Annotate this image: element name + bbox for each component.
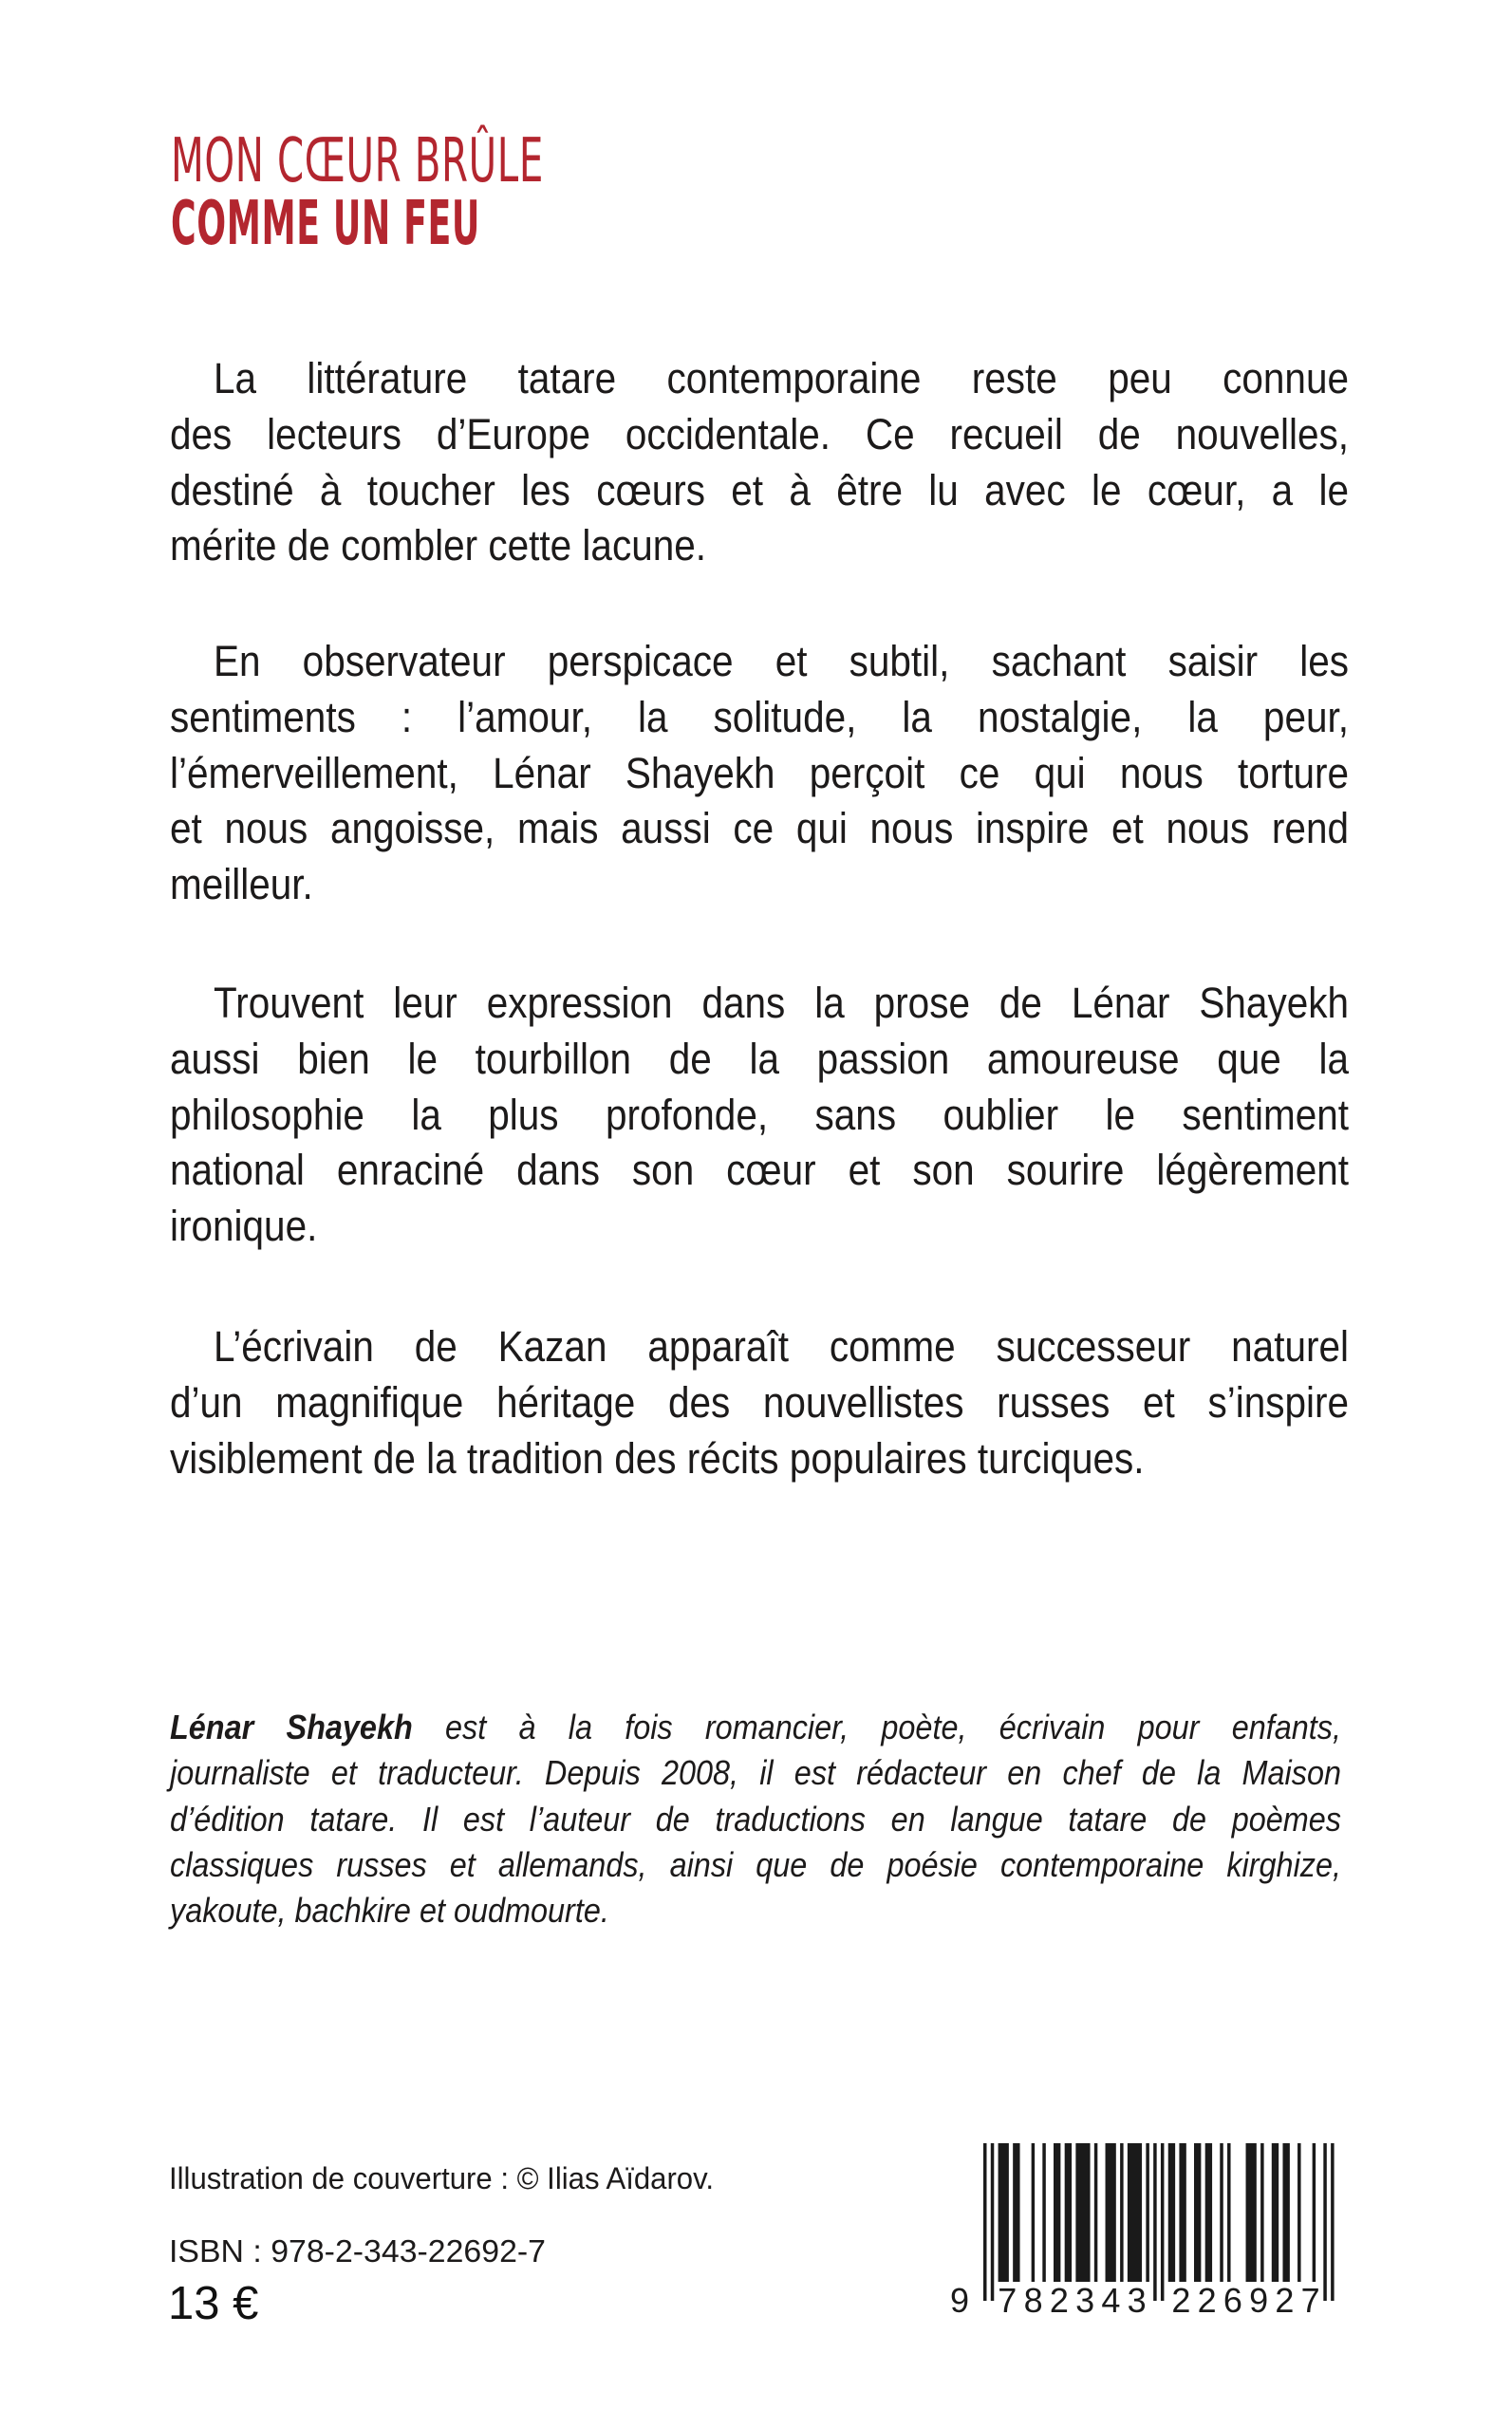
text-line: En observateur perspicace et subtil, sachant saisir les — [214, 637, 1350, 685]
description-paragraph-3 — [170, 976, 1349, 1255]
barcode-digit: 9 — [949, 2281, 970, 2319]
barcode-bar — [999, 2143, 1009, 2282]
text-line: et nous angoisse, mais aussi ce qui nous inspire et nous rend — [170, 804, 1349, 853]
barcode-digit: 2 — [1049, 2281, 1069, 2319]
text-line — [170, 1705, 1341, 1750]
bio-text: est à la fois romancier, poète, écrivain pour enfants, — [412, 1708, 1341, 1746]
barcode-digit: 2 — [1197, 2281, 1217, 2319]
barcode-bar — [1331, 2143, 1334, 2301]
author-name: Lénar Shayekh — [170, 1708, 413, 1746]
barcode-bar — [1042, 2143, 1045, 2282]
text-line: destiné à toucher les cœurs et à être lu avec le cœur, a le — [170, 465, 1349, 514]
text-line: Trouvent leur expression dans la prose de Lénar Shayekh — [214, 979, 1350, 1027]
barcode-digit: 8 — [1023, 2281, 1043, 2319]
barcode-bar — [983, 2143, 986, 2301]
barcode-bar — [1205, 2143, 1212, 2282]
text-line: journaliste et traducteur. Depuis 2008, il est rédacteur en chef de la Maison — [170, 1753, 1341, 1793]
barcode-digit: 3 — [1075, 2281, 1095, 2319]
barcode-bar — [1179, 2143, 1185, 2282]
barcode-bar — [991, 2143, 994, 2301]
description-paragraph-4 — [170, 1319, 1349, 1486]
barcode-bar — [1106, 2143, 1116, 2282]
text-line: La littérature tatare contemporaine reste peu connue — [214, 354, 1350, 402]
barcode-bar — [1065, 2143, 1072, 2282]
barcode-digit: 2 — [1275, 2281, 1295, 2319]
text-line: philosophie la plus profonde, sans oublier le sentiment — [170, 1090, 1349, 1139]
barcode-digit: 2 — [1171, 2281, 1191, 2319]
barcode-digit: 4 — [1101, 2281, 1121, 2319]
text-line: l’émerveillement, Lénar Shayekh perçoit ce qui nous torture — [170, 748, 1349, 797]
text-line: classiques russes et allemands, ainsi que de poésie contemporaine kirghize, — [170, 1844, 1341, 1884]
isbn-label: ISBN : 978-2-343-22692-7 — [169, 2233, 546, 2269]
barcode-bar — [1120, 2143, 1123, 2282]
barcode-bar — [1032, 2143, 1035, 2282]
barcode-bar — [1075, 2143, 1090, 2282]
barcode-bar — [1227, 2143, 1230, 2282]
barcode-bar — [1013, 2143, 1019, 2282]
text-line: d’un magnifique héritage des nouvellistes russes et s’inspire — [170, 1377, 1349, 1427]
barcode-bar — [1168, 2143, 1175, 2282]
text-line: national enraciné dans son cœur et son sourire légèrement — [170, 1146, 1349, 1195]
barcode-bar — [1220, 2143, 1223, 2282]
text-line: ironique. — [170, 1202, 318, 1251]
text-line: d’édition tatare. Il est l’auteur de traductions en langue tatare de poèmes — [170, 1799, 1341, 1839]
barcode-digit: 7 — [1300, 2281, 1320, 2319]
text-line: des lecteurs d’Europe occidentale. Ce recueil de nouvelles, — [170, 409, 1349, 458]
barcode-bar — [1194, 2143, 1201, 2282]
barcode-bar — [1282, 2143, 1289, 2282]
barcode-bar — [1094, 2143, 1097, 2282]
barcode-bar — [1246, 2143, 1257, 2282]
barcode-bar — [1272, 2143, 1279, 2282]
barcode-bar — [1146, 2143, 1148, 2282]
barcode-bar — [1323, 2143, 1326, 2301]
illustration-credit: Illustration de couverture : © Ilias Aïdarov. — [169, 2161, 714, 2195]
barcode-digit: 9 — [1249, 2281, 1269, 2319]
description-paragraph-1 — [170, 351, 1349, 574]
isbn-barcode — [944, 2143, 1343, 2319]
barcode-bar — [1054, 2143, 1060, 2282]
barcode-bar — [1128, 2143, 1142, 2282]
book-title-line-2: COMME UN FEU — [171, 189, 480, 259]
barcode-bar — [1260, 2143, 1263, 2282]
barcode-digit: 6 — [1223, 2281, 1242, 2319]
barcode-bar — [1153, 2143, 1156, 2301]
barcode-digit: 3 — [1127, 2281, 1147, 2319]
text-line: yakoute, bachkire et oudmourte. — [170, 1891, 609, 1931]
text-line: aussi bien le tourbillon de la passion amoureuse que la — [170, 1034, 1349, 1083]
price-label: 13 € — [168, 2278, 259, 2329]
book-title-line-1: MON CŒUR BRÛLE — [171, 126, 544, 196]
author-bio — [170, 1705, 1341, 1933]
text-line: L’écrivain de Kazan apparaît comme successeur naturel — [214, 1322, 1350, 1371]
text-line: mérite de combler cette lacune. — [170, 521, 707, 570]
barcode-bar — [1161, 2143, 1164, 2301]
text-line: sentiments : l’amour, la solitude, la nostalgie, la peur, — [170, 692, 1349, 741]
barcode-bar — [1313, 2143, 1316, 2282]
text-line: visiblement de la tradition des récits populaires turciques. — [170, 1433, 1145, 1483]
text-line: meilleur. — [170, 860, 313, 909]
barcode-bar — [1297, 2143, 1300, 2282]
description-paragraph-2 — [170, 634, 1349, 913]
barcode-digit: 7 — [998, 2281, 1017, 2319]
